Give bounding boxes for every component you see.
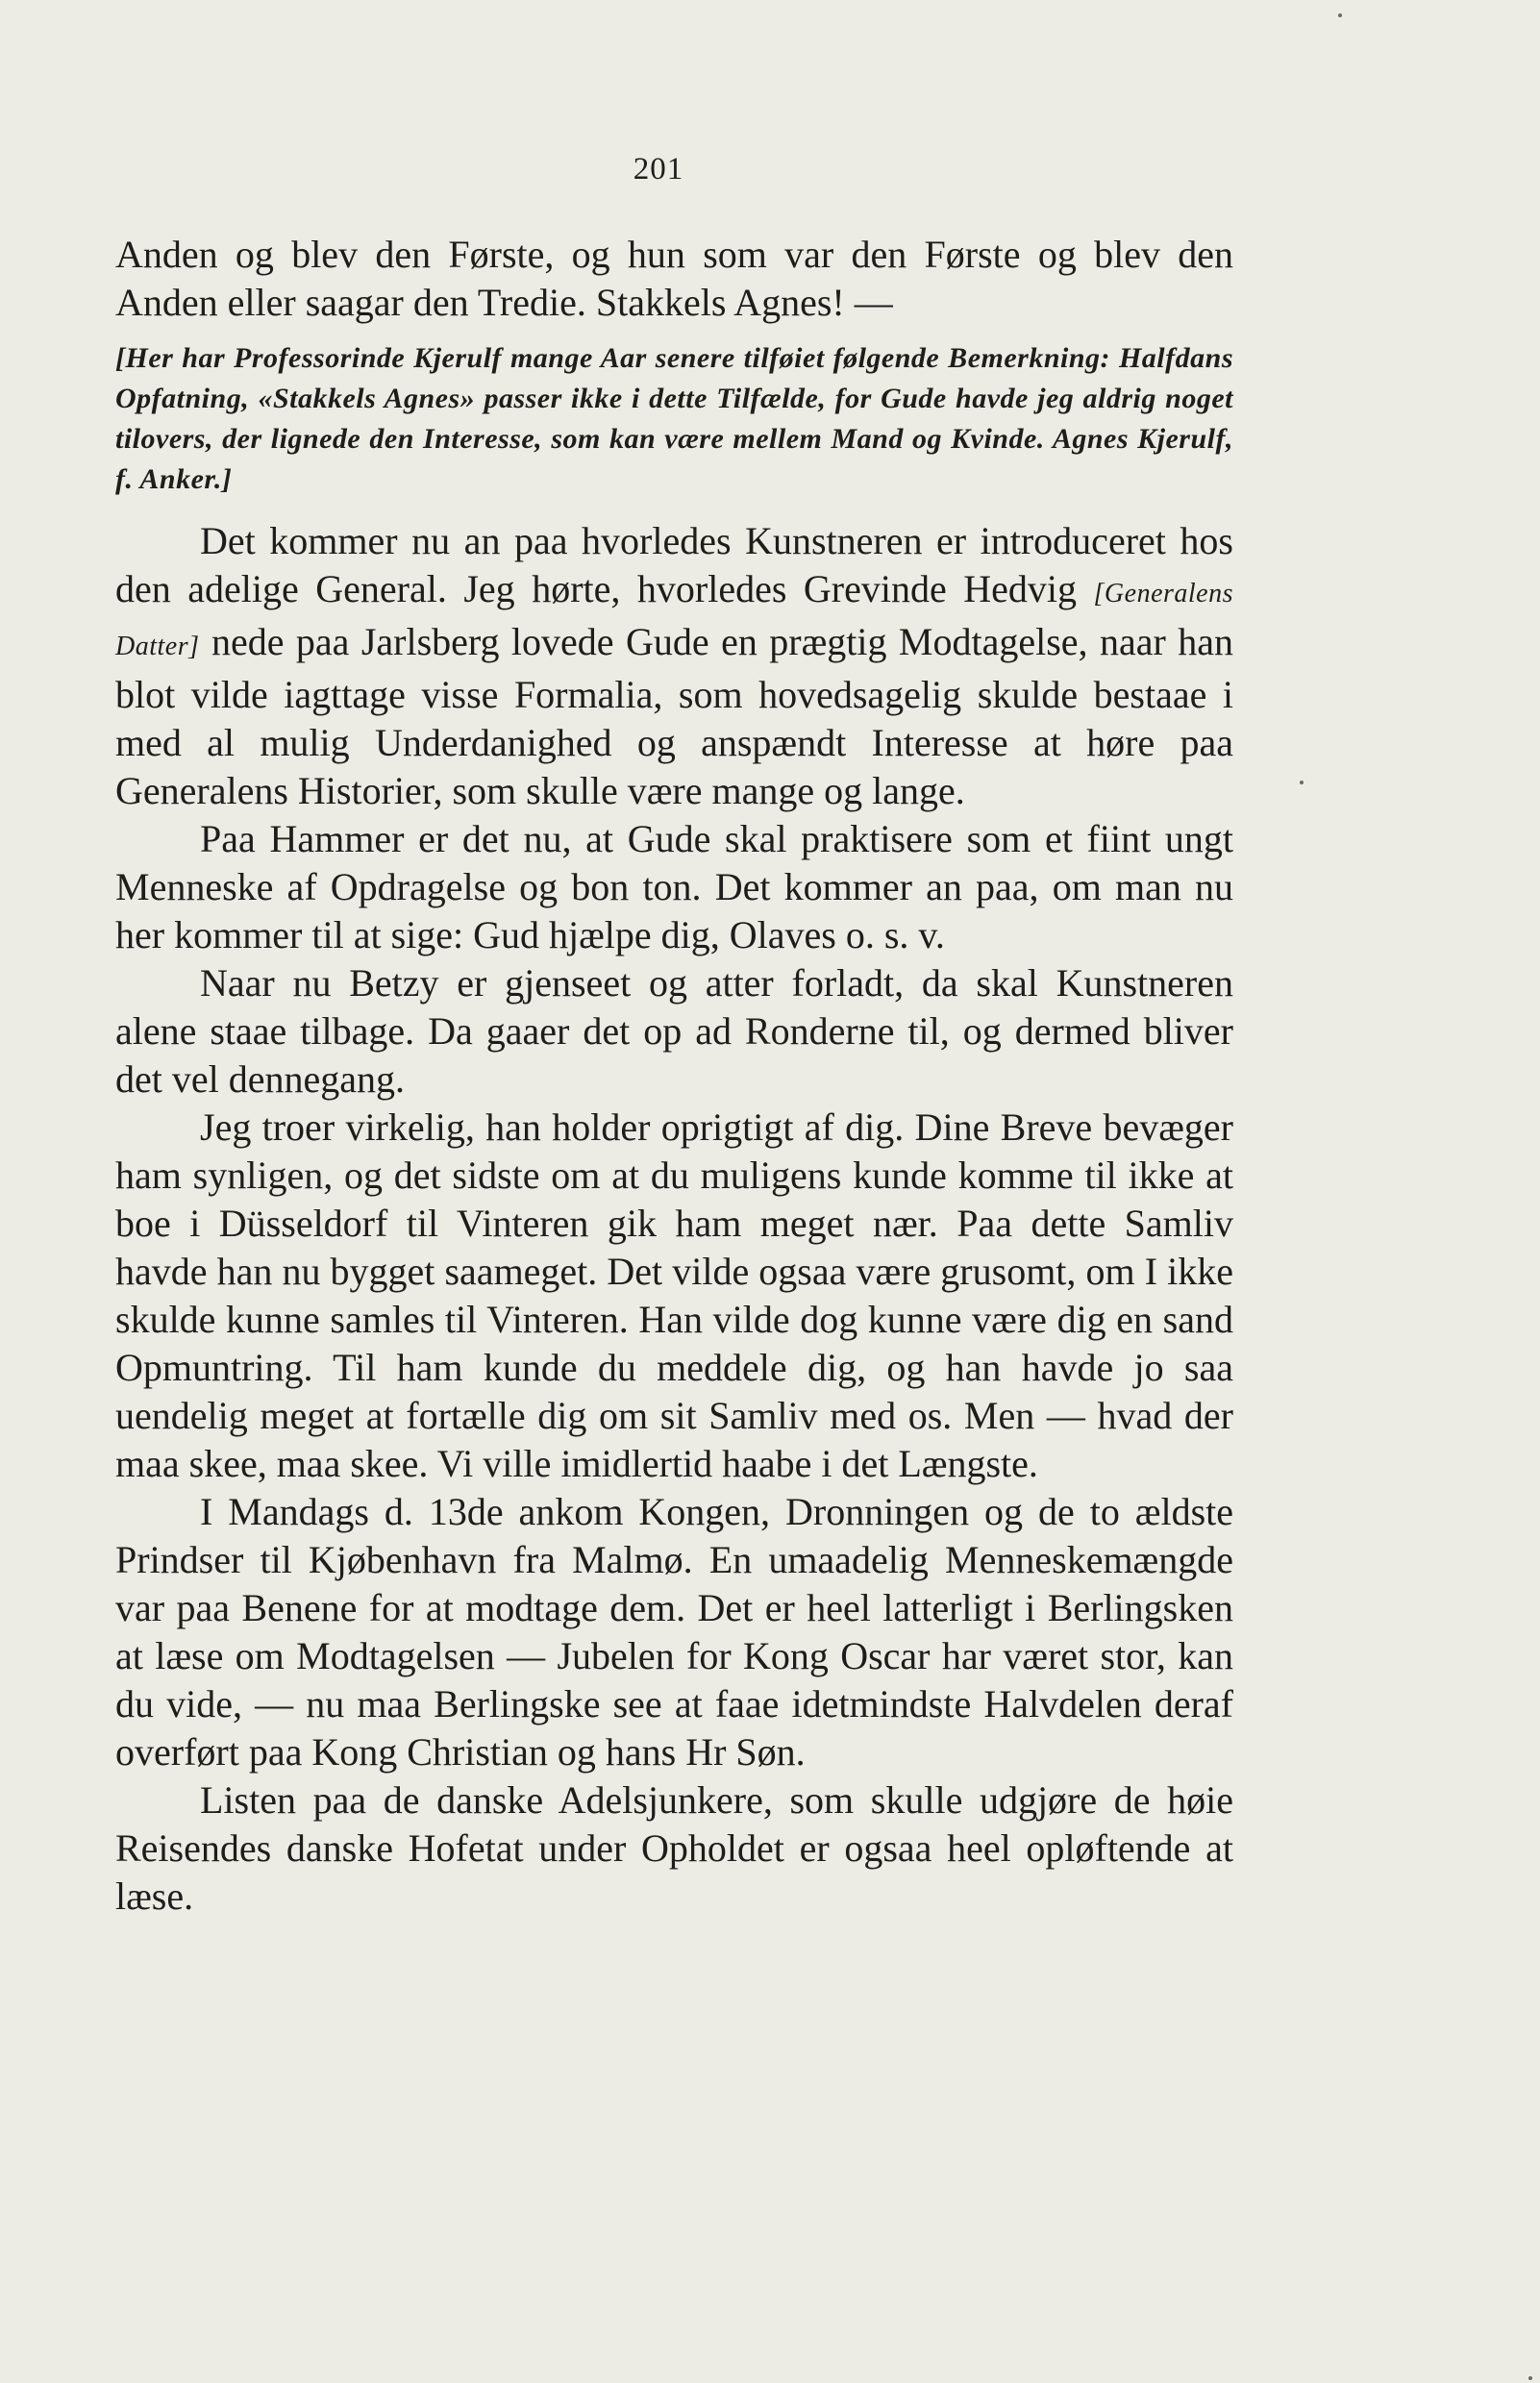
editorial-note: [Her har Professorinde Kjerulf mange Aar senere tilføiet følgende Bemerkning: Halfdans Opfatning, «Stakkels Agnes» passer ikke i dette Tilfælde, for Gude havde jeg aldrig noget tilovers, der lignede den Interesse, som kan være mellem Mand og Kvinde. Agnes Kjerulf, f. Anker.] xyxy=(115,342,1233,495)
paper-speck xyxy=(1300,781,1304,784)
inline-note: [Generalens Datter] xyxy=(115,579,1234,661)
page-number: 201 xyxy=(633,152,684,186)
paragraph-7: Listen paa de danske Adelsjunkere, som skulle udgjøre de høie Reisendes danske Hofetat under Opholdet er ogsaa heel opløftende at læse. xyxy=(115,1778,1233,1918)
body-text xyxy=(115,231,1233,1921)
paragraph-1: Anden og blev den Første, og hun som var den Første og blev den Anden eller saagar den Tredie. Stakkels Agnes! — xyxy=(115,233,1233,324)
paragraph-3: Paa Hammer er det nu, at Gude skal praktisere som et fiint ungt Menneske af Opdragelse og bon ton. Det kommer an paa, om man nu her kommer til at sige: Gud hjælpe dig, Olaves o. s. v. xyxy=(115,817,1233,956)
paper-speck xyxy=(1528,2376,1532,2380)
paragraph-6: I Mandags d. 13de ankom Kongen, Dronningen og de to ældste Prindser til Kjøbenhavn fra Malmø. En umaadelig Menneskemængde var paa Benene for at modtage dem. Det er heel latterligt i Berlingsken at læse om Modtagelsen — Jubelen for Kong Oscar har været stor, kan du vide, — nu maa Berlingske see at faae idetmindste Halvdelen deraf overført paa Kong Christian og hans Hr Søn. xyxy=(115,1490,1233,1774)
paragraph-2-text-a: Det kommer nu an paa hvorledes Kunstneren er introduceret hos den adelige General. Jeg hørte, hvorledes Grevinde Hedvig xyxy=(115,519,1233,610)
paragraph-5: Jeg troer virkelig, han holder oprigtigt af dig. Dine Breve bevæger ham synligen, og det sidste om at du muligens kunde komme til ikke at boe i Düsseldorf til Vinteren gik ham meget nær. Paa dette Samliv havde han nu bygget saameget. Det vilde ogsaa være grusomt, om I ikke skulde kunne samles til Vinteren. Han vilde dog kunne være dig en sand Opmuntring. Til ham kunde du meddele dig, og han havde jo saa uendelig meget at fortælle dig om sit Samliv med os. Men — hvad der maa skee, maa skee. Vi ville imidlertid haabe i det Længste. xyxy=(115,1105,1233,1485)
paper-speck xyxy=(1338,13,1342,17)
paragraph-2 xyxy=(115,517,1233,815)
paragraph-4: Naar nu Betzy er gjenseet og atter forladt, da skal Kunstneren alene staae tilbage. Da gaaer det op ad Ronderne til, og dermed bliver det vel dennegang. xyxy=(115,961,1233,1101)
paragraph-2-text-b: nede paa Jarlsberg lovede Gude en prægtig Modtagelse, naar han blot vilde iagttage visse Formalia, som hovedsagelig skulde bestaae i med al mulig Underdanighed og anspændt Interesse at høre paa Generalens Historier, som skulle være mange og lange. xyxy=(115,620,1233,812)
